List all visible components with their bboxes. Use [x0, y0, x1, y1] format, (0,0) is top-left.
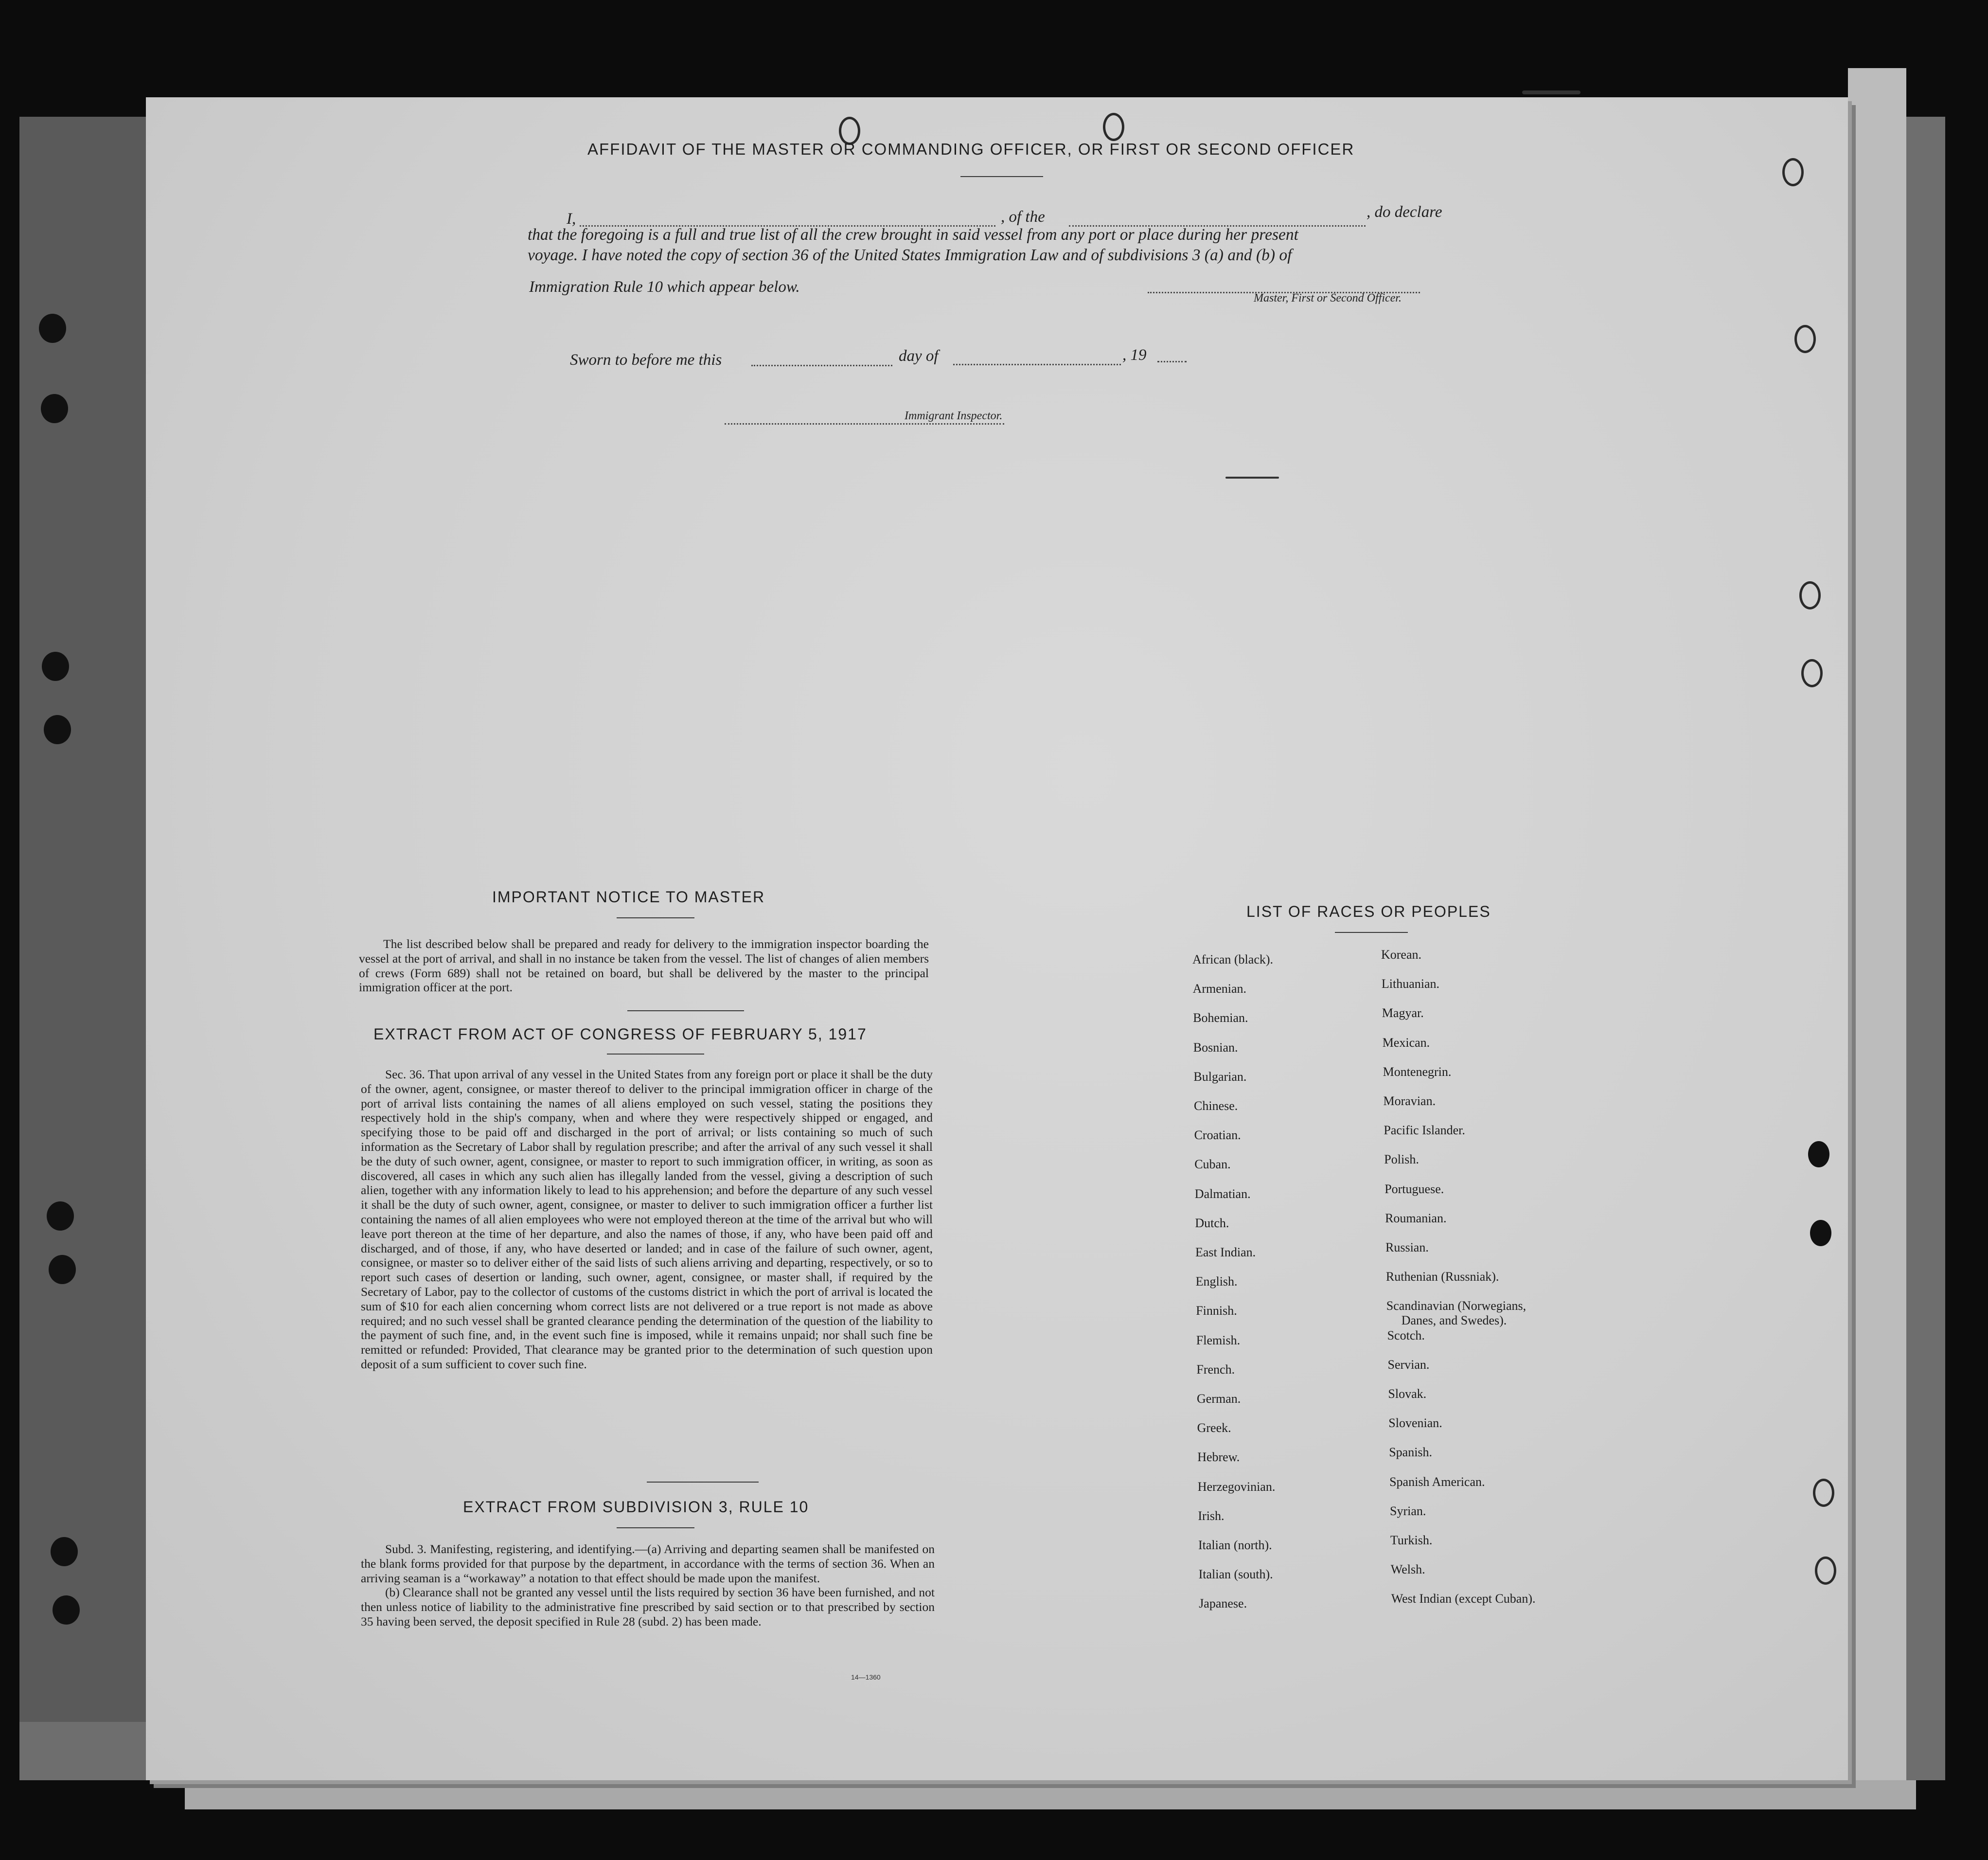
punch-hole — [1103, 113, 1124, 141]
race-item: Italian (north). — [1198, 1538, 1272, 1552]
race-item: Moravian. — [1383, 1094, 1436, 1108]
race-item: Korean. — [1381, 948, 1422, 962]
race-item: Lithuanian. — [1381, 977, 1440, 991]
race-item: Irish. — [1198, 1508, 1225, 1523]
year-prefix-label: , 19 — [1122, 346, 1147, 364]
race-item: Magyar. — [1382, 1006, 1424, 1020]
race-item: Danes, and Swedes). — [1401, 1313, 1507, 1328]
affidavit-line-3: voyage. I have noted the copy of section 36 of the United States Immigration Law and of subdivisions 3 (a) and (b) of — [528, 246, 1292, 264]
notice-paragraph: The list described below shall be prepared and ready for delivery to the immigration inspector boarding the vessel at the port of arrival, and shall in no instance be taken from the vessel. The list of changes of alien members of crews (Form 689) shall not be retained on board, but shall be delivered by the master to the principal immigration officer at the port. — [359, 937, 929, 995]
officer-signature-caption: Master, First or Second Officer. — [1254, 292, 1402, 304]
race-item: Montenegrin. — [1383, 1064, 1452, 1079]
binder-hole — [47, 1201, 74, 1231]
rule-title-rule — [617, 1527, 694, 1528]
race-item: African (black). — [1192, 952, 1274, 966]
punch-hole — [1810, 1220, 1831, 1246]
affidavit-title: AFFIDAVIT OF THE MASTER OR COMMANDING OFFICER, OR FIRST OR SECOND OFFICER — [587, 140, 1355, 158]
race-item: West Indian (except Cuban). — [1391, 1592, 1536, 1606]
race-item: Dalmatian. — [1194, 1186, 1251, 1201]
rule-top-rule — [647, 1482, 759, 1483]
ink-mark — [1522, 90, 1580, 94]
rule-para-b: (b) Clearance shall not be granted any vessel until the lists required by section 36 have been furnished, and not then unless notice of liability to the administrative fine prescribed by said section or to that prescribed by section 35 having been served, the deposit specified in Rule 28 (subd. 2) has been made. — [361, 1585, 935, 1628]
race-item: Scandinavian (Norwegians, — [1386, 1299, 1526, 1313]
affidavit-line-2: that the foregoing is a full and true list of all the crew brought in said vessel from any port or place during her present — [528, 226, 1298, 244]
binder-hole — [49, 1255, 76, 1284]
race-item: Croatian. — [1194, 1128, 1241, 1143]
punch-hole — [1794, 325, 1816, 353]
race-item: Cuban. — [1194, 1157, 1231, 1172]
rule-extract-title: EXTRACT FROM SUBDIVISION 3, RULE 10 — [463, 1498, 809, 1516]
race-item: Dutch. — [1195, 1216, 1229, 1230]
affiant-label: I, — [567, 210, 576, 228]
race-item: Chinese. — [1194, 1099, 1238, 1113]
act-title-rule — [607, 1054, 704, 1055]
race-item: Servian. — [1387, 1357, 1430, 1372]
punch-hole — [1813, 1479, 1834, 1507]
binder-hole — [44, 715, 71, 744]
race-item: Pacific Islander. — [1384, 1123, 1465, 1138]
rule-extract-body — [361, 1542, 935, 1629]
binder-hole — [42, 652, 69, 681]
race-item: Slovenian. — [1388, 1416, 1442, 1431]
sworn-month-field[interactable] — [953, 364, 1121, 365]
title-rule — [960, 176, 1043, 177]
race-item: East Indian. — [1195, 1245, 1256, 1259]
race-item: German. — [1197, 1392, 1241, 1406]
race-item: Roumanian. — [1385, 1211, 1447, 1225]
inspector-caption: Immigrant Inspector. — [905, 410, 1003, 422]
binder-hole — [51, 1537, 78, 1566]
notice-body — [359, 937, 929, 995]
rule-para-a: Subd. 3. Manifesting, registering, and identifying.—(a) Arriving and departing seamen shall be manifested on the blank forms provided for that purpose by the department, in accordance with the terms of section 36. When an arriving seaman is a “workaway” a notation to that effect should be made upon the manifest. — [361, 1542, 935, 1585]
day-of-label: day of — [899, 347, 939, 365]
race-item: Spanish American. — [1389, 1474, 1485, 1489]
race-item: Greek. — [1197, 1421, 1231, 1435]
act-extract-body — [361, 1067, 933, 1372]
race-item: Armenian. — [1192, 982, 1247, 996]
race-item: Bosnian. — [1193, 1040, 1238, 1055]
binder-hole — [41, 394, 68, 423]
race-item: English. — [1195, 1274, 1238, 1289]
sworn-year-field[interactable] — [1157, 361, 1187, 362]
race-item: Bulgarian. — [1193, 1069, 1247, 1084]
race-item: Turkish. — [1390, 1533, 1433, 1547]
race-item: Ruthenian (Russniak). — [1385, 1270, 1499, 1284]
race-item: Syrian. — [1390, 1503, 1426, 1518]
race-item: French. — [1196, 1362, 1235, 1377]
of-the-label: , of the — [1001, 208, 1045, 226]
race-item: Scotch. — [1387, 1328, 1425, 1342]
race-item: Finnish. — [1196, 1304, 1237, 1318]
act-top-rule — [627, 1010, 744, 1011]
sworn-day-field[interactable] — [751, 365, 892, 366]
race-item: Mexican. — [1382, 1035, 1430, 1050]
race-item: Bohemian. — [1193, 1011, 1248, 1025]
race-item: Italian (south). — [1198, 1567, 1273, 1582]
races-title: LIST OF RACES OR PEOPLES — [1246, 903, 1491, 920]
act-extract-title: EXTRACT FROM ACT OF CONGRESS OF FEBRUARY 5, 1917 — [373, 1025, 867, 1043]
binder-hole — [39, 314, 66, 343]
race-item: Japanese. — [1199, 1596, 1247, 1611]
ink-mark — [1225, 477, 1279, 479]
act-section-36: Sec. 36. That upon arrival of any vessel in the United States from any foreign port or place it shall be the duty of the owner, agent, consignee, or master thereof to deliver to the principal immigration officer in charge of the port of arrival lists containing the names of all aliens employed on such vessel, stating the positions they respectively hold in the ship's company, when and where they were respectively shipped or engaged, and specifying those to be paid off and discharged in the port of arrival; or lists containing so much of such information as the Secretary of Labor shall by regulation prescribe; and after the arrival of any such vessel it shall be the duty of such owner, agent, consignee, or master to report to such immigration officer, in writing, as soon as discovered, all cases in which any such alien has illegally landed from the vessel, giving a description of such alien, together with any information likely to lead to his apprehension; and before the departure of any such vessel it shall be the duty of such owner, agent, consignee, or master to deliver to such immigration officer a further list containing the names of all alien employees who were not employed thereon at the time of the arrival but who will leave port thereon at the time of her departure, and also the names of those, if any, who have been paid off and discharged, and of those, if any, who have deserted or landed; and in case of the failure of such owner, agent, consignee, or master so to deliver either of the said lists of such aliens arriving and departing, respectively, or so to report such cases of desertion or landing, such owner, agent, consignee, or master shall, if required by the Secretary of Labor, pay to the collector of customs of the customs district in which the port of arrival is located the sum of $10 for each alien concerning whom correct lists are not delivered or a true report is not made as above required; and no such vessel shall be granted clearance pending the determination of the question of the liability to the payment of such fine, and, in the event such fine is imposed, while it remains unpaid; nor shall such fine be remitted or refunded: Provided, That clearance may be granted prior to the determination of such question upon deposit of a sum sufficient to cover such fine. — [361, 1067, 933, 1371]
race-item: Spanish. — [1389, 1445, 1433, 1460]
punch-hole — [1801, 659, 1823, 687]
sheet-right-edge — [1848, 68, 1906, 1780]
race-item: Flemish. — [1196, 1333, 1241, 1347]
inspector-signature-field[interactable] — [725, 423, 1004, 425]
do-declare-label: , do declare — [1367, 203, 1442, 221]
affidavit-line-4: Immigration Rule 10 which appear below. — [529, 278, 800, 296]
notice-rule — [617, 917, 694, 918]
race-item: Welsh. — [1390, 1562, 1425, 1577]
sworn-label: Sworn to before me this — [570, 351, 722, 369]
sheet-bottom-edge — [185, 1780, 1916, 1809]
form-number: 14—1360 — [851, 1673, 881, 1681]
punch-hole — [1815, 1556, 1836, 1585]
race-item: Slovak. — [1388, 1387, 1427, 1401]
race-item: Herzegovinian. — [1197, 1479, 1276, 1494]
punch-hole — [1782, 158, 1804, 186]
notice-title: IMPORTANT NOTICE TO MASTER — [492, 888, 765, 906]
race-item: Polish. — [1384, 1152, 1419, 1167]
punch-hole — [1808, 1141, 1829, 1167]
race-item: Russian. — [1385, 1240, 1429, 1254]
punch-hole — [1799, 581, 1821, 609]
binder-hole — [53, 1595, 80, 1625]
races-title-rule — [1335, 932, 1408, 933]
race-item: Hebrew. — [1197, 1450, 1240, 1465]
race-item: Portuguese. — [1384, 1181, 1444, 1196]
